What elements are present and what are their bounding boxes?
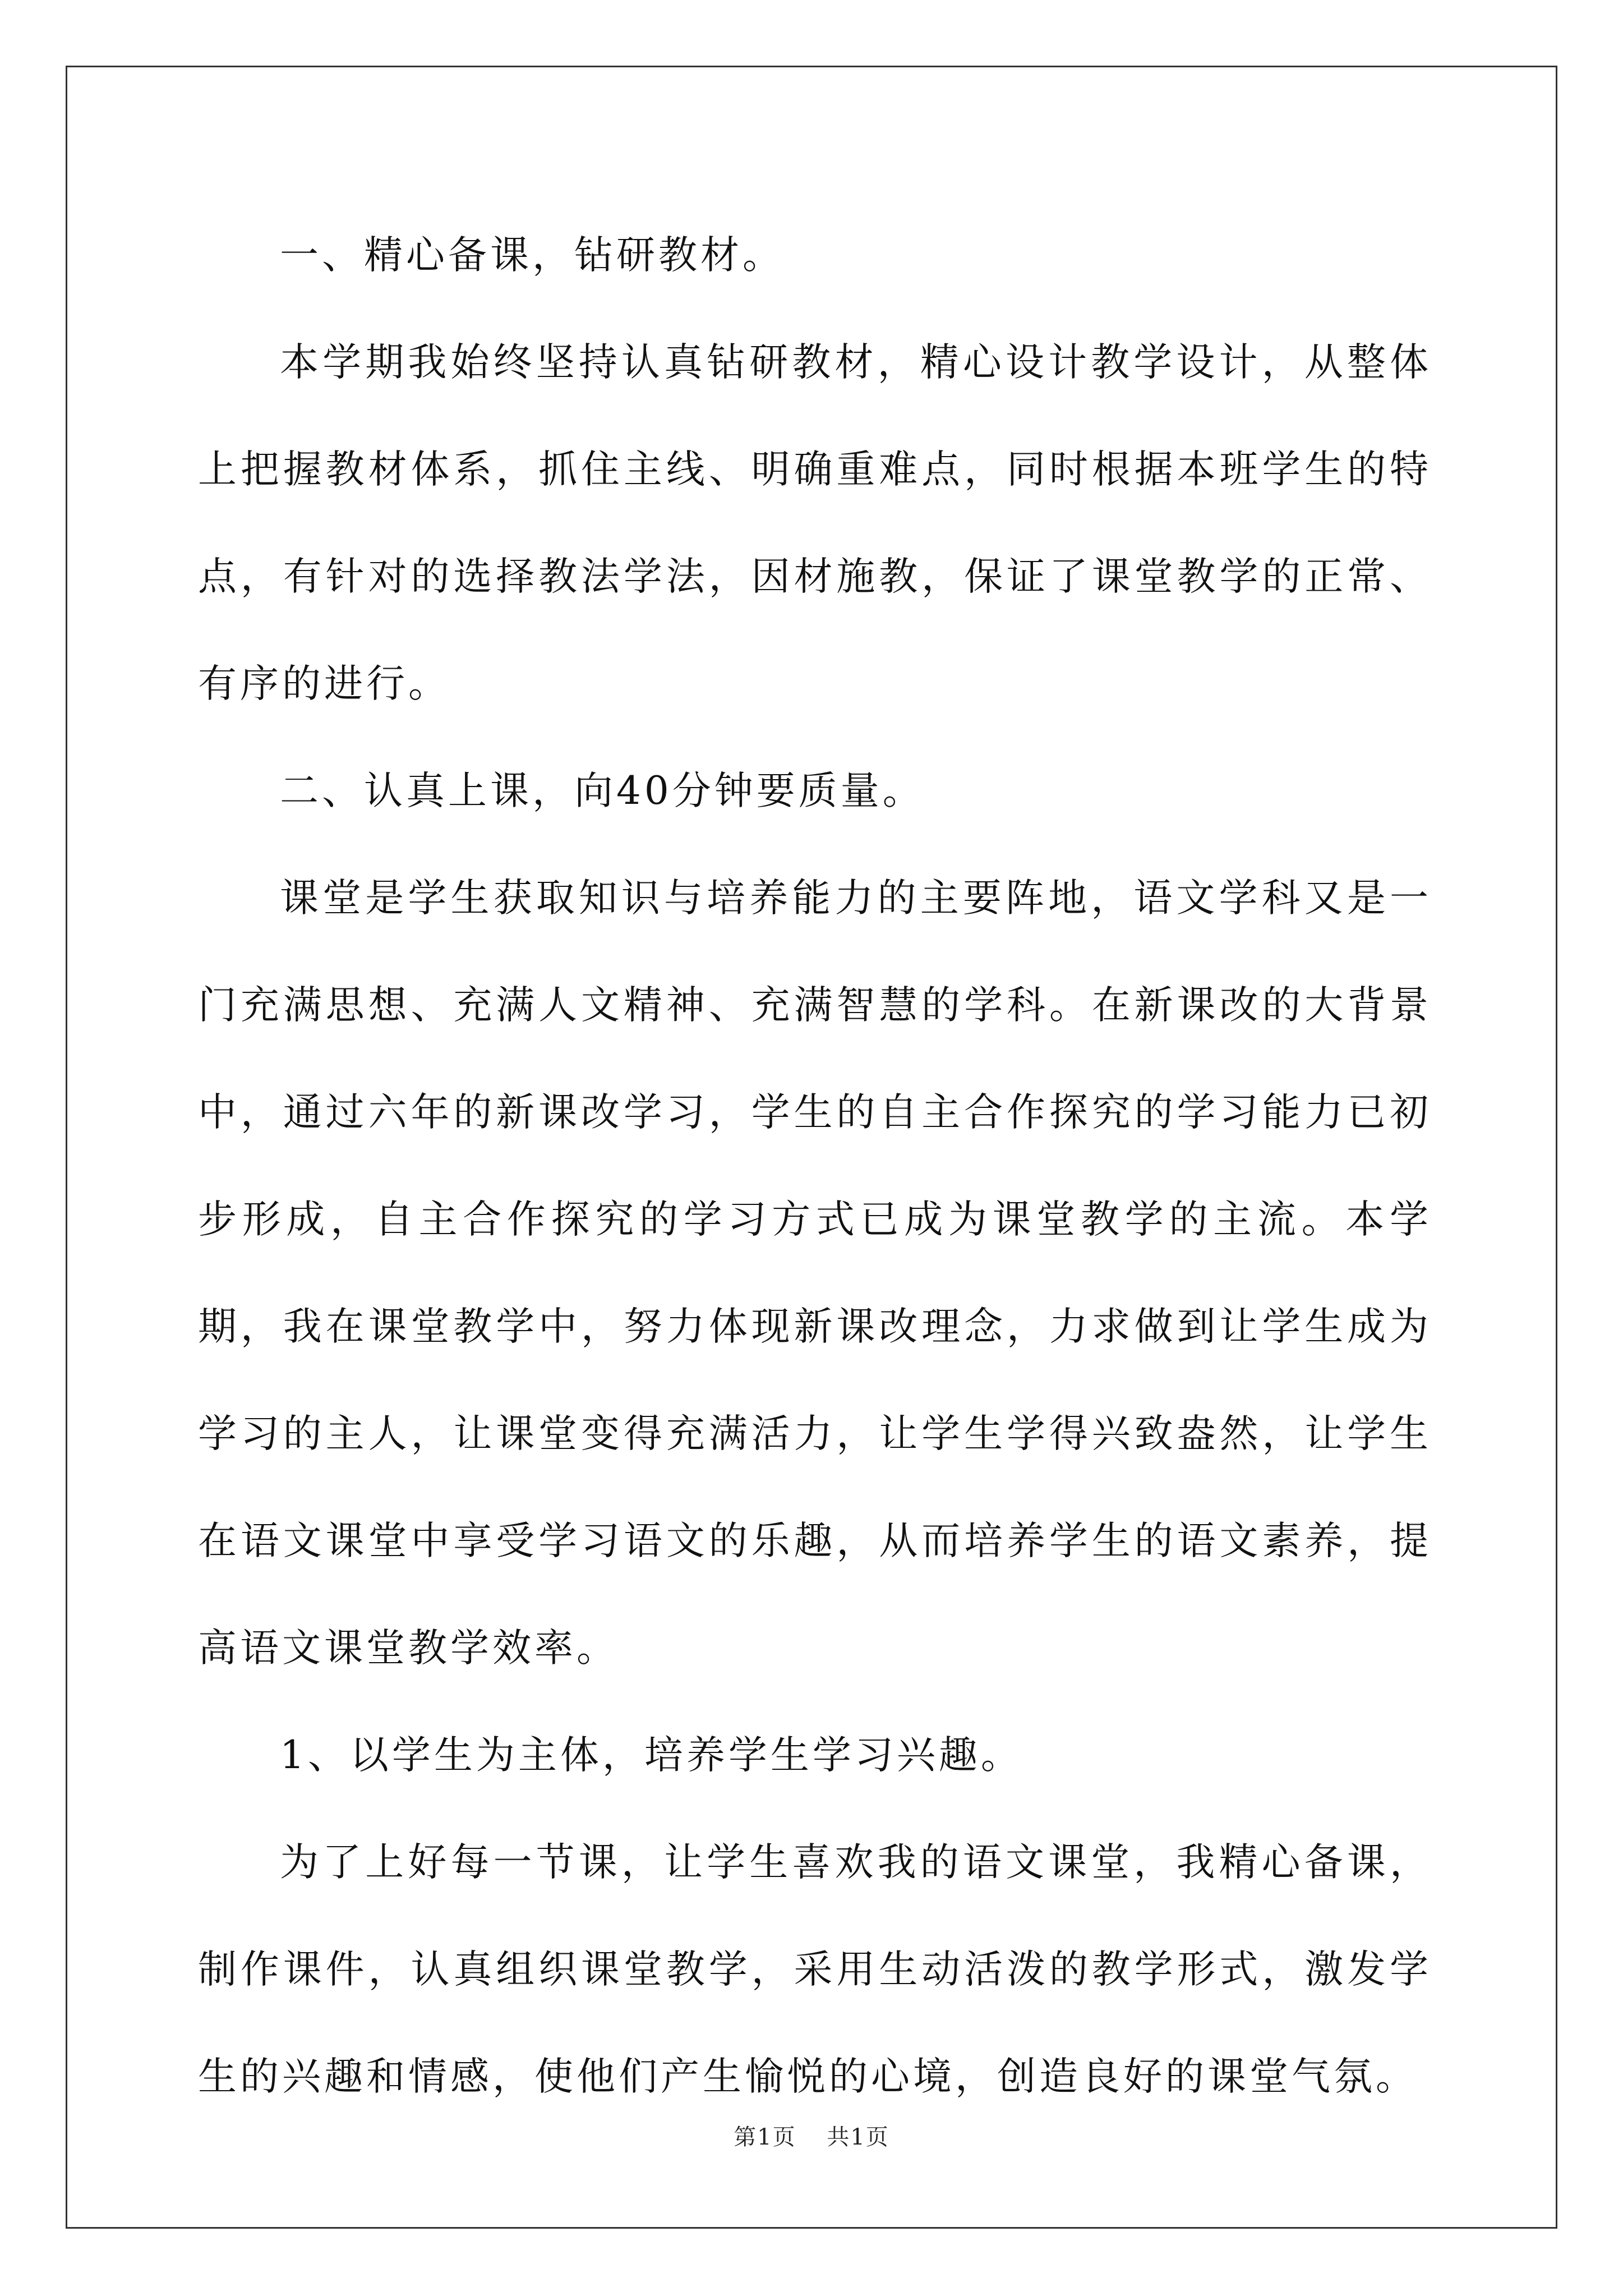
page-number-total: 共1页 — [827, 2124, 889, 2150]
paragraph: 本学期我始终坚持认真钻研教材，精心设计教学设计，从整体上把握教材体系，抓住主线、明确重难点，同时根据本班学生的特点，有针对的选择教法学法，因材施教，保证了课堂教学的正常、有序的进行。 — [198, 340, 1432, 706]
paragraph-heading-1: 一、精心备课，钻研教材。 — [280, 233, 785, 278]
paragraph: 为了上好每一节课，让学生喜欢我的语文课堂，我精心备课，制作课件，认真组织课堂教学，采用生动活泼的教学形式，激发学生的兴趣和情感，使他们产生愉悦的心境，创造良好的课堂气氛。 — [198, 1840, 1432, 2099]
paragraph: 课堂是学生获取知识与培养能力的主要阵地，语文学科又是一门充满思想、充满人文精神、充满智慧的学科。在新课改的大背景中，通过六年的新课改学习，学生的自主合作探究的学习能力已初步形成，自主合作探究的学习方式已成为课堂教学的主流。本学期，我在课堂教学中，努力体现新课改理念，力求做到让学生成为学习的主人，让课堂变得充满活力，让学生学得兴致盎然，让学生在语文课堂中享受学习语文的乐趣，从而培养学生的语文素养，提高语文课堂教学效率。 — [198, 876, 1432, 1671]
paragraph-subheading-1: 1、以学生为主体，培养学生学习兴趣。 — [280, 1733, 1023, 1778]
page-footer — [0, 2119, 1623, 2151]
page-number-current: 第1页 — [734, 2124, 796, 2150]
paragraph-heading-2: 二、认真上课，向40分钟要质量。 — [280, 769, 925, 813]
document-body — [198, 202, 1432, 2131]
